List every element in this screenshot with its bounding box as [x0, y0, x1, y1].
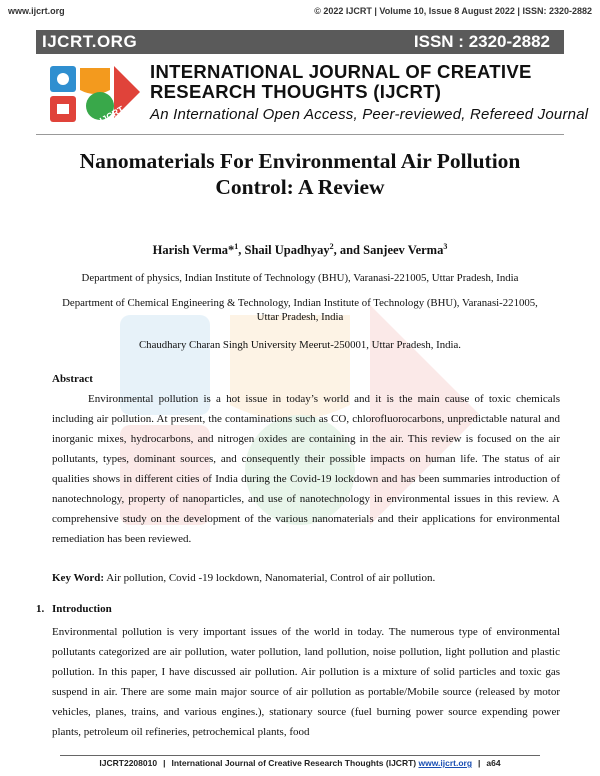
footer-page: a64: [486, 758, 501, 768]
author-3-sup: 3: [443, 242, 448, 251]
footer-divider: [60, 755, 540, 756]
intro-heading: [36, 603, 112, 615]
header-divider: [36, 134, 564, 135]
author-1-sup: 1: [234, 242, 239, 251]
author-1: Harish Verma*: [152, 243, 235, 258]
footer-link[interactable]: www.ijcrt.org: [418, 758, 473, 768]
intro-number: 1.: [36, 603, 45, 615]
author-3: , and Sanjeev Verma: [333, 243, 444, 258]
abstract-heading: Abstract: [52, 373, 93, 385]
band-left-text: IJCRT.ORG: [42, 32, 138, 51]
journal-name-line2: RESEARCH THOUGHTS (IJCRT): [150, 81, 442, 102]
journal-name-line1: INTERNATIONAL JOURNAL OF CREATIVE: [150, 61, 532, 82]
intro-text: Environmental pollution is very important issues of the world in today. The numerous type of environmental pollutants categorized are air pollution, water pollution, land pollution, noise pollution, light pollution and plastic pollution. In this paper, I have discussed air pollution. Air pollution is a mixture of solid particles and toxic gas suspend in air. There are some main major source of air pollution as portable/Mobile source (released by motor vehicles, planes, trains, and various engines.), stationary source (fuel burning power source expending power plants, petroleum oil refineries, petrochemical plants, food: [52, 626, 560, 738]
paper-title-line2: Control: A Review: [215, 175, 385, 199]
intro-title: Introduction: [52, 603, 112, 615]
author-list: [40, 242, 560, 258]
issue-meta: © 2022 IJCRT | Volume 10, Issue 8 August 2022 | ISSN: 2320-2882: [314, 6, 592, 16]
paper-title: [40, 148, 560, 200]
page-footer: IJCRT2208010 | International Journal of Creative Research Thoughts (IJCRT) www.ijcrt.org | a64: [99, 758, 501, 768]
affiliation-1: Department of physics, Indian Institute of Technology (BHU), Varanasi-221005, Uttar Pradesh, India: [81, 272, 519, 284]
author-2: , Shail Upadhyay: [238, 243, 330, 258]
affiliation-3: Chaudhary Charan Singh University Meerut-250001, Uttar Pradesh, India.: [138, 339, 462, 351]
keywords: [52, 572, 435, 584]
band-issn: ISSN : 2320-2882: [413, 32, 550, 51]
site-url[interactable]: www.ijcrt.org: [8, 6, 65, 16]
keywords-label: Key Word:: [52, 572, 105, 584]
footer-journal: International Journal of Creative Research Thoughts (IJCRT): [171, 758, 417, 768]
ijcrt-logo-icon: [48, 62, 144, 128]
journal-band: [36, 30, 564, 54]
abstract-text: Environmental pollution is a hot issue in today’s world and it is the main cause of toxic chemicals including air pollution. At present, the contaminations such as CO, chlorofluorocarbons, unpredictable natural and inorganic mixes, hydrocarbons, and nitrogen oxides are containing in the air. This review is focused on the air pollutants, types, dominant sources, and consequently their possible impacts on human life. The status of air qualities shows in different cities of India during the Covid-19 lockdown and has been summaries introduction of nanotechnology, property of nanoparticles, and use of nanotechnology in environmental issues in this review. A comprehensive study on the development of the various nanomaterials and their applications for environmental remediation has been reviewed.: [52, 393, 560, 545]
keywords-text: Air pollution, Covid -19 lockdown, Nanomaterial, Control of air pollution.: [104, 572, 436, 584]
journal-subtitle: An International Open Access, Peer-reviewed, Refereed Journal: [150, 106, 589, 123]
footer-code: IJCRT2208010: [99, 758, 158, 768]
affiliation-2: Department of Chemical Engineering & Technology, Indian Institute of Technology (BHU), Varanasi-221005, Uttar Pradesh, India: [62, 297, 538, 323]
journal-name: [150, 62, 560, 102]
running-header: [8, 6, 592, 18]
paper-title-line1: Nanomaterials For Environmental Air Pollution: [79, 149, 521, 173]
author-2-sup: 2: [329, 242, 334, 251]
logo-text: IJCRT: [98, 104, 126, 126]
